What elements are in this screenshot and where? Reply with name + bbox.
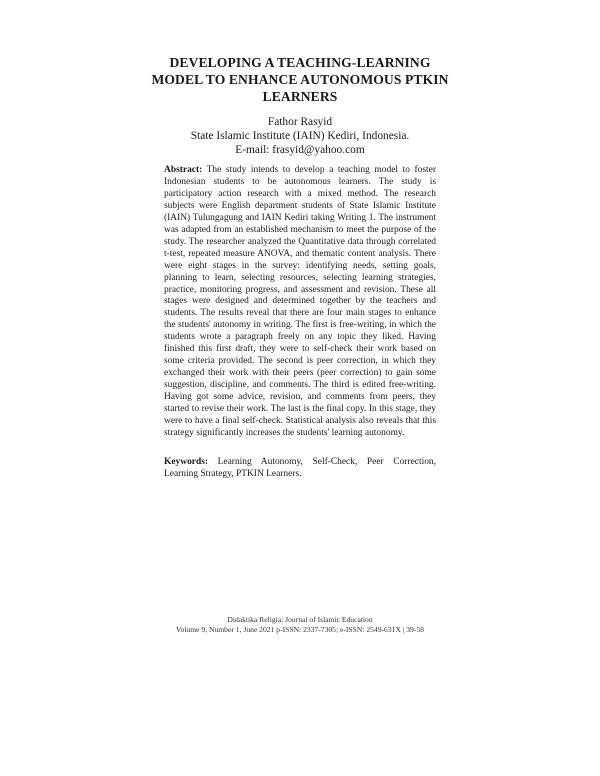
abstract-label: Abstract: bbox=[164, 165, 203, 175]
footer-journal: Didaktika Religia: Journal of Islamic Education bbox=[227, 615, 373, 624]
page-footer bbox=[100, 615, 500, 636]
abstract-text: The study intends to develop a teaching model to foster Indonesian students to be autonomous learners. The study is participatory action research with a mixed method. The research subjects were English department students of State Islamic Institute (IAIN) Tulungagung and IAIN Kediri taking Writing 1. The instrument was adapted from an established mechanism to meet the purpose of the study. The researcher analyzed the Quantitative data through correlated t-test, repeated measure ANOVA, and thematic content analysis. There were eight stages in the survey: identifying needs, setting goals, planning to learn, selecting resources, selecting learning strategies, practice, monitoring progress, and assessment and revision. These all stages were designed and determined together by the teachers and students. The results reveal that there are four main stages to enhance the students' autonomy in writing. The first is free-writing, in which the students wrote a paragraph freely on any topic they liked. Having finished this first draft, they were to self-check their work based on some criteria provided. The second is peer correction, in which they exchanged their work with their peers (peer correction) to gain some suggestion, discipline, and comments. The third is edited free-writing. Having got some advice, revision, and comments from peers, they started to revise their work. The last is the final copy. In this stage, they were to have a final self-check. Statistical analysis also reveals that this strategy significantly increases the students' learning autonomy. bbox=[164, 165, 436, 438]
keywords bbox=[164, 457, 436, 481]
title-line-1: DEVELOPING A TEACHING-LEARNING bbox=[169, 55, 431, 70]
author-email: E-mail: frasyid@yahoo.com bbox=[235, 143, 365, 156]
footer-citation: Volume 9, Number 1, June 2021 p-ISSN: 2337-7305; e-ISSN: 2549-631X | 39-58 bbox=[176, 625, 424, 635]
keywords-label: Keywords: bbox=[164, 457, 209, 467]
paper-title bbox=[120, 54, 480, 105]
abstract bbox=[164, 165, 436, 440]
title-line-3: LEARNERS bbox=[262, 89, 338, 104]
author-block bbox=[120, 116, 480, 157]
author-affiliation: State Islamic Institute (IAIN) Kediri, Indonesia. bbox=[190, 129, 410, 142]
author-name: Fathor Rasyid bbox=[267, 116, 333, 128]
keywords-text: Learning Autonomy, Self-Check, Peer Correction, Learning Strategy, PTKIN Learners. bbox=[164, 457, 437, 479]
title-line-2: MODEL TO ENHANCE AUTONOMOUS PTKIN bbox=[151, 72, 449, 87]
